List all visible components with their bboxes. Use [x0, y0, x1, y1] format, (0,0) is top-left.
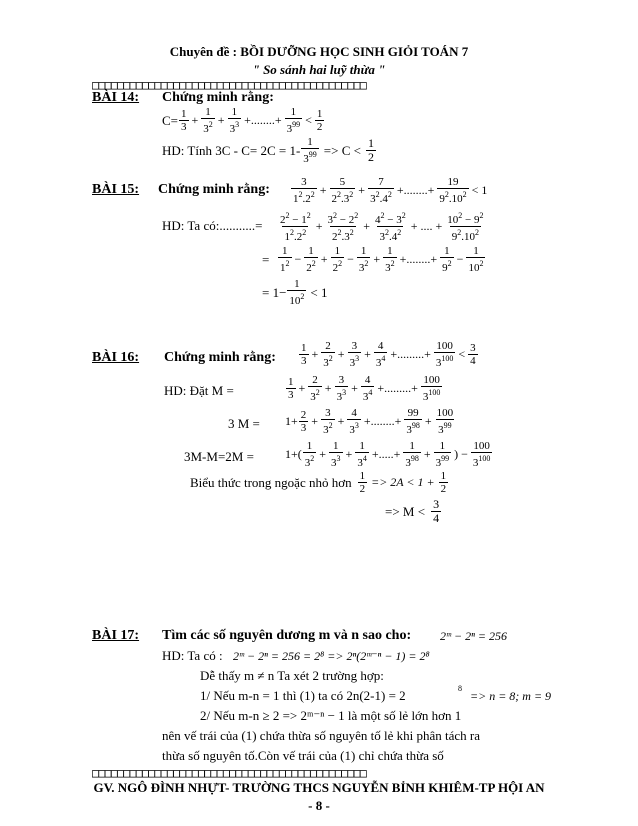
fraction: $\frac{1}{3^{98}}$ — [405, 440, 419, 469]
footer-separator: □□□□□□□□□□□□□□□□□□□□□□□□□□□□□□□□□□□□□□□□□□□□ — [92, 766, 366, 780]
fraction: $\frac{3}{4}$ — [470, 342, 476, 367]
bai15-step2: $\frac{1}{1^2}$ − $\frac{1}{2^2}$ + $\frac{1}{2^2}$ − $\frac{1}{3^2}$ + $\frac{1}{3^2}$ +........+ $\frac{1}{9^2}$ − $\frac{1}{10^2}$ — [280, 245, 484, 274]
fraction: $\frac{1}{3}$ — [181, 108, 187, 133]
bai17-exp8: 8 — [458, 684, 462, 693]
page-title: Chuyên đề : BỒI DƯỠNG HỌC SINH GIỎI TOÁN 7 — [169, 44, 469, 59]
bai15-lt1: < 1 — [310, 284, 328, 300]
fraction: $\frac{1}{3^2}$ — [203, 106, 213, 135]
bai15-step1: $\frac{2^2 - 1^2}{1^2.2^2}$ + $\frac{3^2 - 2^2}{2^2.3^2}$ + $\frac{4^2 - 3^2}{3^2.4^2}$ + .... + $\frac{10^2 - 9^2}{9^2.10^2}$ — [280, 211, 484, 243]
fraction: $\frac{1}{2}$ — [359, 470, 366, 495]
bai16-3m-expr: 1+ $\frac{2}{3}$ + $\frac{3}{3^2}$ + $\frac{4}{3^3}$ +........+ $\frac{99}{3^{98}}$ + $\frac{100}{3^{99}}$ — [285, 407, 454, 436]
bai16-bieu — [190, 470, 449, 495]
fraction: $\frac{100}{3^{100}}$ — [435, 340, 454, 369]
fraction: $\frac{1}{3^2}$ — [385, 245, 395, 274]
fraction: $\frac{3^2 - 2^2}{2^2.3^2}$ — [327, 211, 359, 243]
fraction: $\frac{3}{4}$ — [433, 497, 440, 525]
fraction: $\frac{1}{10^2}$ — [468, 245, 484, 274]
bai16-final-text: => M < — [385, 503, 426, 519]
fraction: $\frac{1}{3^{99}}$ — [435, 440, 450, 469]
bai15-hd: HD: Ta có:...........= — [162, 218, 263, 233]
bai14-statement: Chứng minh rằng: — [162, 90, 274, 105]
bai14-c-expression: C= $\frac{1}{3}$ + $\frac{1}{3^2}$ + $\frac{1}{3^3}$ +........+ $\frac{1}{3^{99}}$ < $\frac{1}{2}$ — [162, 106, 323, 135]
bai16-hd: HD: Đặt M = — [164, 383, 234, 398]
fraction: $\frac{2}{3^2}$ — [323, 340, 333, 369]
fraction: $\frac{19}{9^2.10^2}$ — [439, 176, 467, 205]
page-subtitle: " So sánh hai luỹ thừa " — [252, 62, 386, 77]
bai16-expression: $\frac{1}{3}$ + $\frac{2}{3^2}$ + $\frac{3}{3^3}$ + $\frac{4}{3^4}$ +.........+ $\frac{100}{3^{100}}$ < $\frac{3}{4}$ — [301, 340, 476, 369]
fraction: $\frac{100}{3^{99}}$ — [436, 407, 454, 436]
fraction: $\frac{100}{3^{100}}$ — [422, 374, 441, 403]
fraction: $\frac{1}{3^4}$ — [357, 440, 367, 469]
bai14-hd — [162, 136, 377, 165]
footer-author: GV. NGÔ ĐÌNH NHỰT- TRƯỜNG THCS NGUYỄN BỈNH KHIÊM-TP HỘI AN — [93, 780, 545, 795]
bai17-hd: HD: Ta có : — [162, 648, 223, 663]
bai14-hd-tail: => C < — [323, 142, 361, 158]
fraction: $\frac{7}{3^2.4^2}$ — [370, 176, 392, 205]
fraction: $\frac{4}{3^4}$ — [362, 374, 373, 403]
fraction: $\frac{2}{3^2}$ — [310, 374, 320, 403]
fraction: $\frac{2^2 - 1^2}{1^2.2^2}$ — [280, 211, 311, 243]
bai17-statement: Tìm các số nguyên dương m và n sao cho: — [162, 628, 412, 643]
fraction: $\frac{1}{2}$ — [367, 136, 374, 164]
fraction: $\frac{99}{3^{98}}$ — [406, 407, 420, 436]
bai17-line4: nên vế trái của (1) chứa thừa số nguyên tố lẻ khi phân tách ra — [162, 728, 481, 743]
fraction: $\frac{10^2 - 9^2}{9^2.10^2}$ — [447, 211, 484, 243]
bai17-line3: 2/ Nếu m-n ≥ 2 => 2ᵐ⁻ⁿ − 1 là một số lẻ lớn hơn 1 — [200, 708, 462, 723]
bai16-final — [385, 498, 442, 525]
fraction: $\frac{3}{1^2.2^2}$ — [293, 176, 315, 205]
bai17-line5: thừa số nguyên tố.Còn vế trái của (1) chỉ chứa thừa số — [162, 748, 444, 763]
fraction: $\frac{1}{2}$ — [316, 108, 323, 133]
header-separator: □□□□□□□□□□□□□□□□□□□□□□□□□□□□□□□□□□□□□□□□□□□□ — [92, 78, 366, 92]
bai16-bieu-text: Biểu thức trong ngoặc nhỏ hơn — [190, 474, 352, 490]
bai17-line1: Dễ thấy m ≠ n Ta xét 2 trường hợp: — [200, 668, 384, 683]
fraction: $\frac{4}{3^4}$ — [375, 340, 386, 369]
bai14-hd-text: HD: Tính 3C - C= 2C = 1- — [162, 142, 301, 158]
fraction: $\frac{1}{3^{99}}$ — [303, 136, 317, 165]
bai16-m: $\frac{1}{3}$ + $\frac{2}{3^2}$ + $\frac{3}{3^3}$ + $\frac{4}{3^4}$ +.........+ $\frac{100}{3^{100}}$ — [288, 374, 441, 403]
fraction: $\frac{100}{3^{100}}$ — [472, 440, 491, 469]
bai15-label: BÀI 15: — [92, 182, 140, 197]
fraction: $\frac{1}{9^2}$ — [442, 245, 452, 274]
bai16-bieu-tail: => 2A < 1 + — [371, 475, 435, 489]
bai16-2m-expr: 1+( $\frac{1}{3^2}$ + $\frac{1}{3^3}$ + $\frac{1}{3^4}$ +.....+ $\frac{1}{3^{98}}$ + $\frac{1}{3^{99}}$ ) − $\frac{100}{3^{100}}$ — [285, 440, 491, 469]
page-number: - 8 - — [308, 798, 330, 813]
bai15-eq: = — [262, 252, 270, 267]
bai16-statement: Chứng minh rằng: — [164, 350, 276, 365]
bai15-step3 — [262, 278, 328, 307]
bai17-label: BÀI 17: — [92, 628, 140, 643]
fraction: $\frac{1}{3^3}$ — [229, 106, 240, 135]
bai14-c-prefix: C= — [162, 112, 179, 128]
fraction: $\frac{3}{3^3}$ — [336, 374, 347, 403]
bai15-last: = 1− — [262, 284, 287, 300]
fraction: $\frac{1}{2^2}$ — [306, 245, 316, 274]
bai15-expression: $\frac{3}{1^2.2^2}$ + $\frac{5}{2^2.3^2}$ + $\frac{7}{3^2.4^2}$ +........+ $\frac{19}{9^2.10^2}$ < 1 — [293, 176, 488, 205]
fraction: $\frac{1}{3^{99}}$ — [286, 106, 301, 135]
fraction: $\frac{3}{3^3}$ — [349, 340, 360, 369]
fraction: $\frac{1}{1^2}$ — [280, 245, 290, 274]
bai16-3m: 3 M = — [228, 416, 260, 431]
bai16-2m: 3M-M=2M = — [184, 449, 254, 464]
fraction: $\frac{1}{10^2}$ — [289, 278, 305, 307]
fraction: $\frac{1}{3^3}$ — [331, 440, 341, 469]
bai17-hd-eq: 2ᵐ − 2ⁿ = 256 = 2⁸ => 2ⁿ(2ᵐ⁻ⁿ − 1) = 2⁸ — [233, 649, 430, 663]
bai16-label: BÀI 16: — [92, 350, 140, 365]
fraction: $\frac{1}{3}$ — [288, 376, 294, 401]
bai15-statement: Chứng minh rằng: — [158, 182, 270, 197]
bai17-statement-eq: 2ᵐ − 2ⁿ = 256 — [440, 629, 507, 643]
fraction: $\frac{1}{2^2}$ — [332, 245, 343, 274]
fraction: $\frac{4^2 - 3^2}{3^2.4^2}$ — [375, 211, 406, 243]
bai14-label: BÀI 14: — [92, 90, 140, 105]
fraction: $\frac{4}{3^3}$ — [349, 407, 359, 436]
fraction: $\frac{1}{3^2}$ — [304, 440, 315, 469]
fraction: $\frac{2}{3}$ — [300, 409, 307, 434]
fraction: $\frac{3}{3^2}$ — [323, 407, 333, 436]
bai17-line2a: 1/ Nếu m-n = 1 thì (1) ta có 2n(2-1) = 2 — [200, 688, 406, 703]
fraction: $\frac{1}{3^2}$ — [358, 245, 369, 274]
bai17-line2b: => n = 8; m = 9 — [470, 689, 552, 703]
fraction: $\frac{1}{3}$ — [301, 342, 307, 367]
fraction: $\frac{5}{2^2.3^2}$ — [331, 176, 354, 205]
fraction: $\frac{1}{2}$ — [440, 470, 447, 495]
